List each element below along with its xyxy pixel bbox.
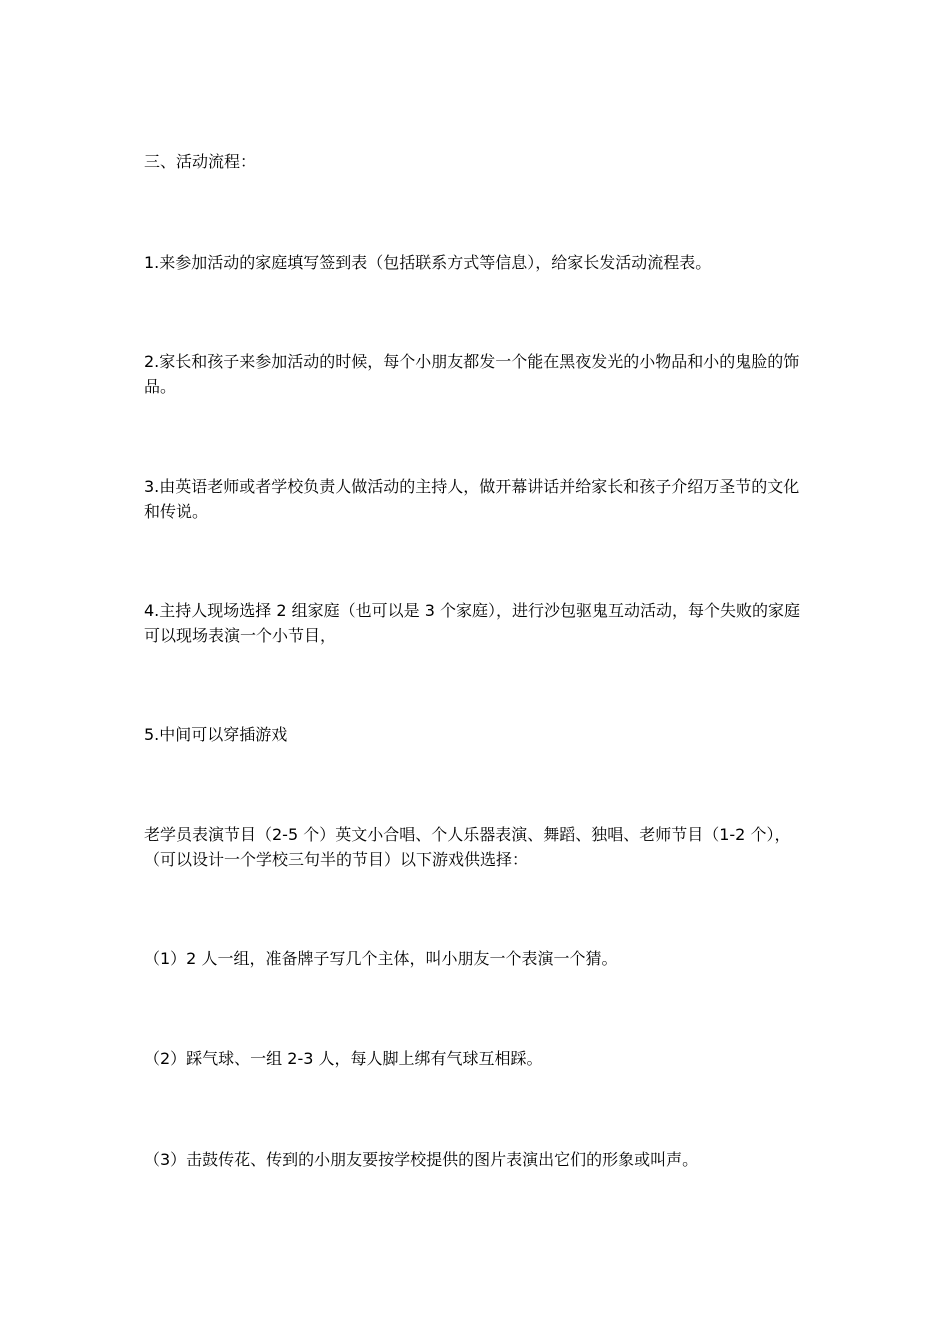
paragraph-game-2: （2）踩气球、一组 2-3 人，每人脚上绑有气球互相踩。 bbox=[144, 1049, 543, 1068]
paragraph-step-2: 2.家长和孩子来参加活动的时候，每个小朋友都发一个能在黑夜发光的小物品和小的鬼脸的饰品。 bbox=[144, 352, 800, 396]
paragraph-step-4: 4.主持人现场选择 2 组家庭（也可以是 3 个家庭），进行沙包驱鬼互动活动，每个失败的家庭可以现场表演一个小节目， bbox=[144, 601, 800, 645]
paragraph-step-1: 1.来参加活动的家庭填写签到表（包括联系方式等信息），给家长发活动流程表。 bbox=[144, 253, 712, 272]
paragraph-step-5: 5.中间可以穿插游戏 bbox=[144, 725, 288, 744]
section-heading: 三、活动流程： bbox=[144, 152, 257, 171]
paragraph-game-3: （3）击鼓传花、传到的小朋友要按学校提供的图片表演出它们的形象或叫声。 bbox=[144, 1150, 699, 1169]
paragraph-performances: 老学员表演节目（2-5 个）英文小合唱、个人乐器表演、舞蹈、独唱、老师节目（1-2 个），（可以设计一个学校三句半的节目）以下游戏供选择： bbox=[144, 825, 791, 869]
paragraph-step-3: 3.由英语老师或者学校负责人做活动的主持人，做开幕讲话并给家长和孩子介绍万圣节的文化和传说。 bbox=[144, 477, 800, 521]
paragraph-game-1: （1）2 人一组，准备牌子写几个主体，叫小朋友一个表演一个猜。 bbox=[144, 949, 618, 968]
